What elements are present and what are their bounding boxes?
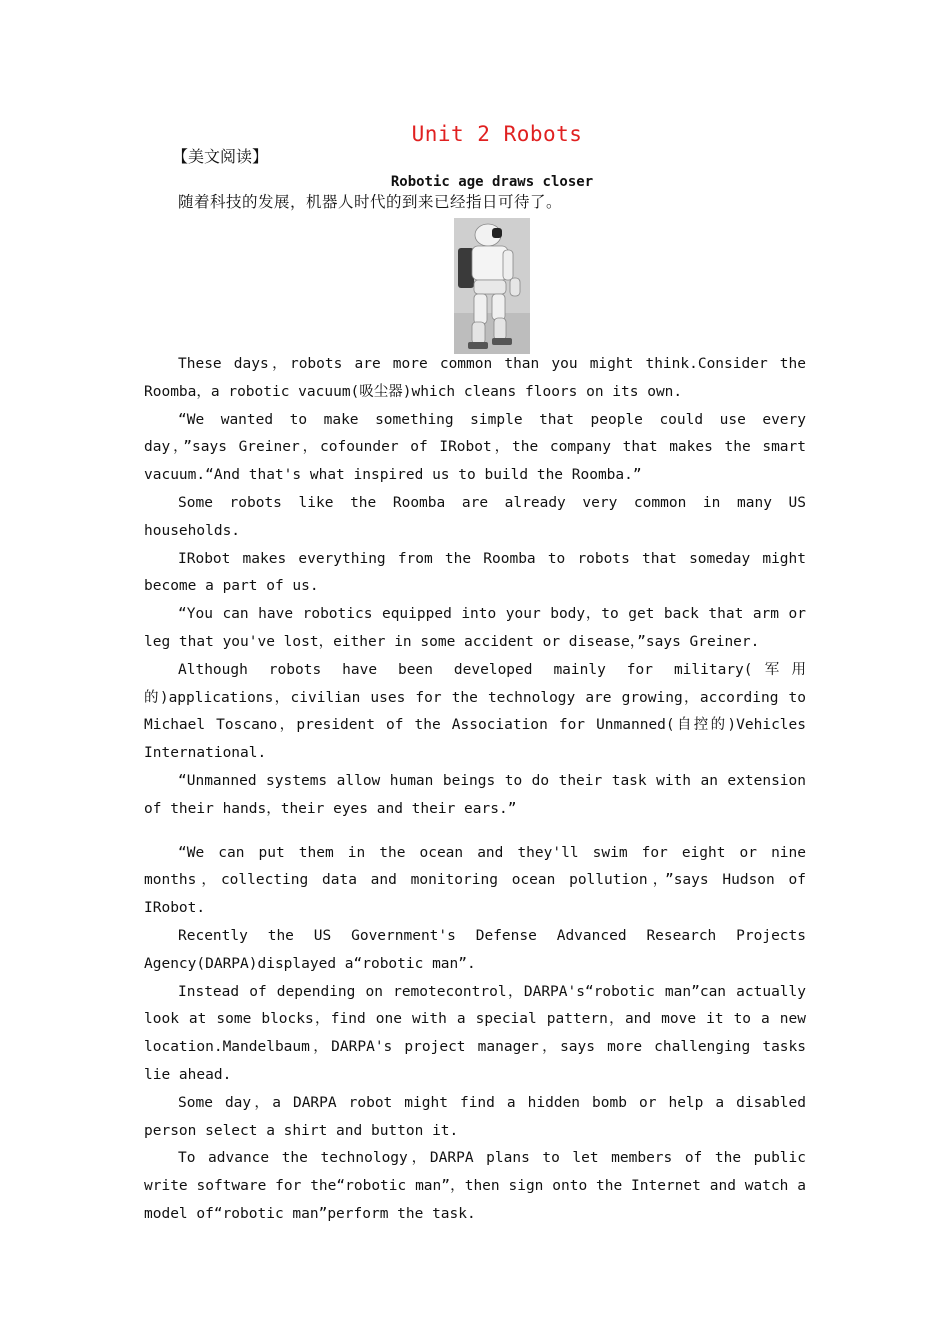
section-label: 【美文阅读】 xyxy=(172,147,269,166)
paragraph: These days，robots are more common than you might think.Consider the Roomba，a robotic vacuum(吸尘器)which cleans floors on its own. xyxy=(144,356,806,400)
paragraph: “You can have robotics equipped into your body，to get back that arm or leg that you've lost，either in some accident or disease，”says Greiner. xyxy=(144,606,806,650)
paragraph: Recently the US Government's Defense Advanced Research Projects Agency(DARPA)displayed a“robotic man”. xyxy=(144,927,806,972)
paragraph: “We can put them in the ocean and they'll swim for eight or nine months，collecting data and monitoring ocean pollution，”says Hudson of IRobot. xyxy=(144,844,806,917)
paragraph: Some day，a DARPA robot might find a hidden bomb or help a disabled person select a shirt and button it. xyxy=(144,1094,806,1139)
paragraph: “We wanted to make something simple that people could use every day，”says Greiner，cofounder of IRobot，the company that makes the smart vacuum.“And that's what inspired us to build the Roomba.” xyxy=(144,411,806,484)
paragraph: Instead of depending on remotecontrol，DARPA's“robotic man”can actually look at some blocks，find one with a special pattern，and move it to a new location.Mandelbaum，DARPA's project manager，says more challenging tasks lie ahead. xyxy=(144,983,806,1083)
article-subtitle: Robotic age draws closer xyxy=(390,174,594,190)
paragraph: Some robots like the Roomba are already very common in many US households. xyxy=(144,494,806,539)
unit-title: Unit 2 Robots xyxy=(411,122,583,146)
paragraph: “Unmanned systems allow human beings to do their task with an extension of their hands，their eyes and their ears.” xyxy=(144,772,806,817)
paragraph: Although robots have been developed mainly for military(军用的)applications，civilian uses for the technology are growing，according to Michael Toscano，president of the Association for Unmanned(自控的)Vehicles International. xyxy=(144,661,806,762)
robot-photo-icon xyxy=(454,218,530,354)
paragraph: To advance the technology，DARPA plans to let members of the public write software for the“robotic man”，then sign onto the Internet and watch a model of“robotic man”perform the task. xyxy=(144,1150,806,1222)
robot-figure-icon xyxy=(454,218,530,354)
paragraph: IRobot makes everything from the Roomba to robots that someday might become a part of us. xyxy=(144,550,806,595)
article-body xyxy=(144,351,806,1229)
chinese-intro: 随着科技的发展，机器人时代的到来已经指日可待了。 xyxy=(178,193,563,211)
